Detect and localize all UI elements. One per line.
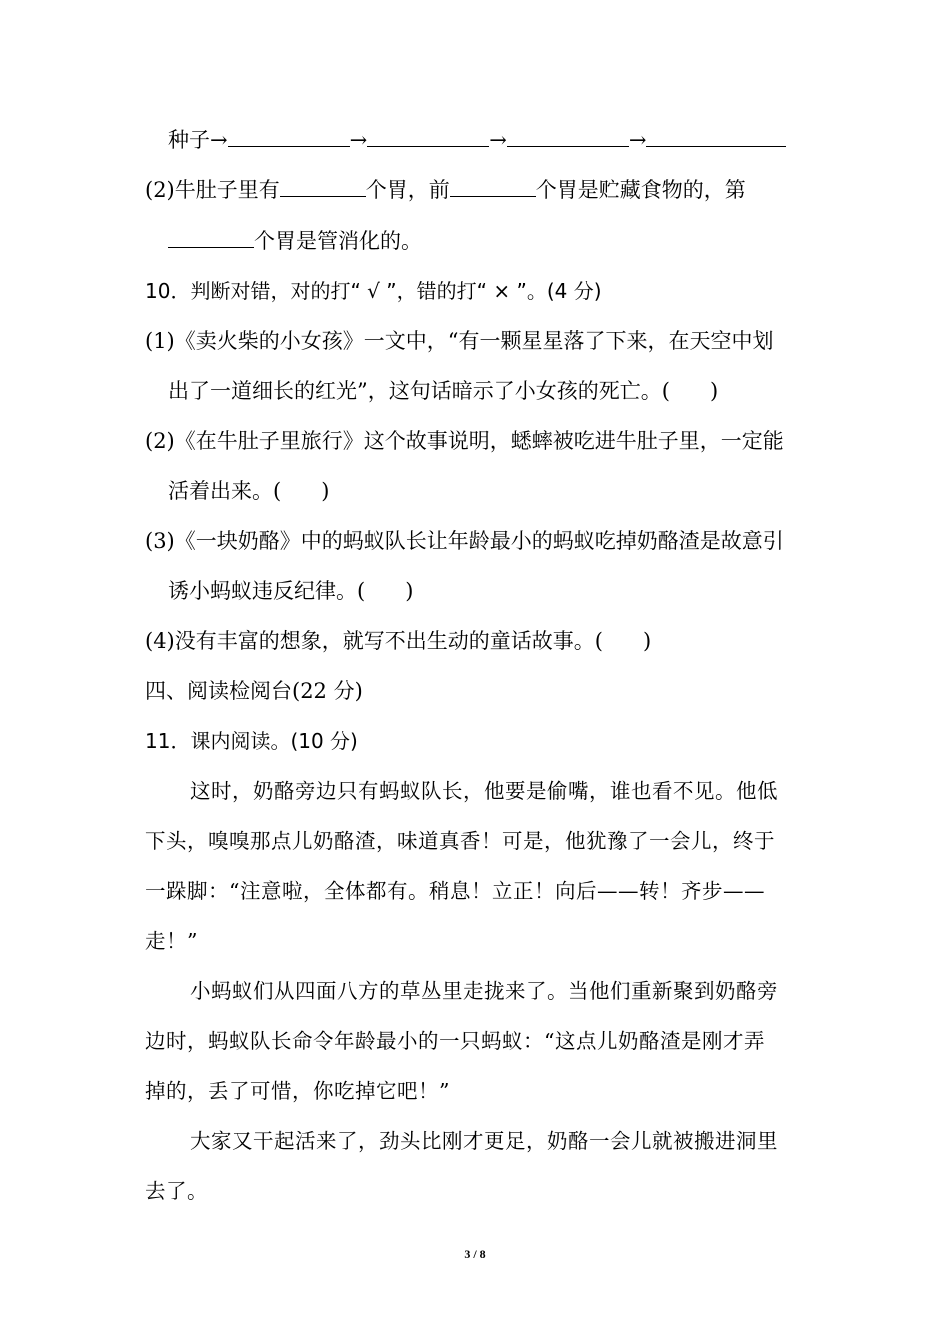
q10-item-3-line1: (3)《一块奶酪》中的蚂蚁队长让年龄最小的蚂蚁吃掉奶酪渣是故意引 bbox=[145, 529, 784, 553]
q9-2-line1: (2)牛肚子里有 个胃，前 个胃是贮藏食物的，第 bbox=[145, 178, 746, 202]
q9-2-line2: 个胃是管消化的。 bbox=[168, 226, 422, 256]
q10-item-2-line1: (2)《在牛肚子里旅行》这个故事说明，蟋蟀被吃进牛肚子里，一定能 bbox=[145, 429, 784, 453]
q10-item-4-line1: (4)没有丰富的想象，就写不出生动的童话故事。( ) bbox=[145, 629, 652, 653]
passage-line: 掉的，丢了可惜，你吃掉它吧！” bbox=[145, 1079, 450, 1103]
q10-item-1-line2: 出了一道细长的红光”，这句话暗示了小女孩的死亡。( ) bbox=[168, 379, 719, 403]
arrow-icon: → bbox=[210, 128, 228, 152]
answer-blank[interactable] bbox=[228, 126, 350, 147]
answer-blank[interactable] bbox=[646, 126, 786, 147]
q10-item-3-line2: 诱小蚂蚁违反纪律。( ) bbox=[168, 579, 414, 603]
passage-line: 下头，嗅嗅那点儿奶酪渣，味道真香！可是，他犹豫了一会儿，终于 bbox=[145, 829, 775, 853]
q9-chain-start: 种子 bbox=[168, 128, 210, 152]
passage-line: 小蚂蚁们从四面八方的草丛里走拢来了。当他们重新聚到奶酪旁 bbox=[190, 979, 778, 1003]
passage-line: 这时，奶酪旁边只有蚂蚁队长，他要是偷嘴，谁也看不见。他低 bbox=[190, 779, 778, 803]
q10-item-1-line1: (1)《卖火柴的小女孩》一文中，“有一颗星星落了下来，在天空中划 bbox=[145, 329, 774, 353]
answer-blank[interactable] bbox=[280, 176, 366, 197]
section-4-heading: 四、阅读检阅台(22 分) bbox=[145, 679, 363, 703]
q10-item-2-line2: 活着出来。( ) bbox=[168, 479, 330, 503]
passage-line: 走！” bbox=[145, 929, 198, 953]
page-number: 3 / 8 bbox=[464, 1247, 486, 1261]
arrow-icon: → bbox=[628, 128, 647, 152]
answer-blank[interactable] bbox=[168, 227, 254, 248]
passage-line: 大家又干起活来了，劲头比刚才更足，奶酪一会儿就被搬进洞里 bbox=[190, 1129, 778, 1153]
q9-chain-line bbox=[168, 125, 786, 155]
answer-blank[interactable] bbox=[450, 176, 536, 197]
arrow-icon: → bbox=[349, 128, 368, 152]
passage-line: 一跺脚：“注意啦，全体都有。稍息！立正！向后——转！齐步—— bbox=[145, 879, 765, 903]
arrow-icon: → bbox=[489, 128, 507, 152]
passage-line: 去了。 bbox=[145, 1179, 208, 1203]
passage-line: 边时，蚂蚁队长命令年龄最小的一只蚂蚁：“这点儿奶酪渣是刚才弄 bbox=[145, 1029, 765, 1053]
answer-blank[interactable] bbox=[507, 126, 629, 147]
answer-blank[interactable] bbox=[367, 126, 489, 147]
question-11-title: 11．课内阅读。(10 分) bbox=[145, 729, 358, 753]
question-10-title: 10．判断对错，对的打“ √ ”，错的打“ × ”。(4 分) bbox=[145, 279, 602, 303]
